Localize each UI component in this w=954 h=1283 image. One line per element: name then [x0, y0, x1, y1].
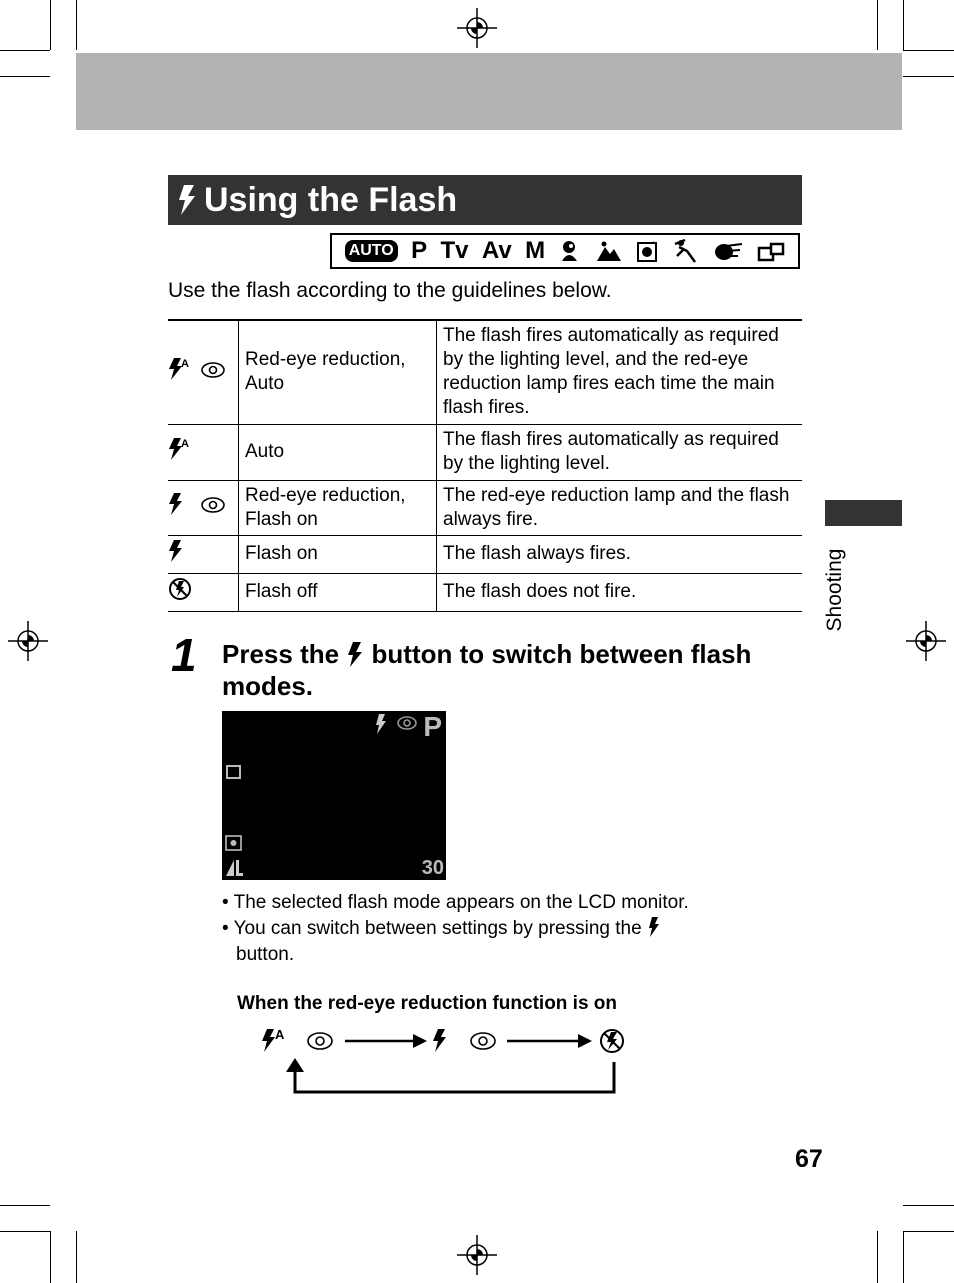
mode-name: Red-eye reduction, Flash on: [239, 480, 437, 535]
mode-name: Flash on: [239, 535, 437, 573]
table-row: [168, 535, 802, 573]
page-title-bar: [168, 175, 802, 225]
red-eye-icon: [396, 715, 418, 731]
flash-icon: [647, 916, 661, 938]
mode-description: The flash fires automatically as required by the lighting level.: [443, 429, 779, 474]
table-row: [168, 424, 802, 480]
mode-name: Auto: [239, 424, 437, 480]
table-row: [168, 480, 802, 535]
list-item: • The selected flash mode appears on the LCD monitor.: [222, 892, 689, 913]
mode-program: P: [411, 237, 428, 264]
flash-off-icon: [601, 1030, 623, 1052]
flash-auto-redeye-icon: [262, 1027, 332, 1052]
portrait-mode-icon: [558, 239, 582, 263]
mode-tv: Tv: [440, 237, 469, 264]
lcd-monitor-image: [222, 711, 446, 880]
svg-text:A: A: [181, 357, 189, 370]
shots-remaining: 30: [421, 857, 444, 879]
mode-description: The flash always fires.: [443, 543, 631, 564]
mode-auto: AUTO: [345, 240, 398, 262]
flash-modes-table: [168, 319, 802, 612]
metering-icon: [225, 835, 243, 851]
mode-name: Red-eye reduction, Auto: [239, 320, 437, 424]
flash-on-icon: [168, 538, 188, 564]
stitch-assist-icon: [757, 240, 785, 262]
header-band: [76, 53, 902, 130]
page-title: Using the Flash: [204, 180, 458, 219]
registration-mark-icon: [8, 621, 48, 661]
svg-text:A: A: [275, 1027, 285, 1042]
slow-shutter-icon: [714, 240, 744, 262]
intro-text: Use the flash according to the guidelines below.: [168, 279, 612, 302]
flash-off-icon: [168, 576, 194, 602]
step-instruction: Press the button to switch between flash modes.: [222, 639, 752, 701]
lcd-mode-indicator: P: [423, 711, 442, 742]
notes-list: [222, 890, 782, 968]
mode-description: The flash fires automatically as required by the lighting level, and the red-eye reduction lamp fires each time the main flash fires.: [443, 325, 779, 419]
registration-mark-icon: [906, 621, 946, 661]
registration-mark-icon: [457, 1235, 497, 1275]
single-shot-icon: [226, 764, 242, 780]
flash-auto-redeye-icon: [168, 356, 228, 382]
registration-mark-icon: [457, 8, 497, 48]
mode-av: Av: [481, 237, 512, 264]
list-item: • You can switch between settings by pressing the button.: [222, 916, 782, 968]
mode-description: The red-eye reduction lamp and the flash always fire.: [443, 484, 790, 530]
night-scene-icon: [635, 239, 659, 263]
mode-description: The flash does not fire.: [443, 581, 637, 602]
flash-mode-cycle-diagram: [255, 1020, 635, 1100]
table-row: [168, 320, 802, 424]
flash-auto-icon: [168, 436, 198, 462]
landscape-mode-icon: [596, 239, 622, 263]
flash-icon: [374, 713, 388, 735]
side-tab-label: Shooting: [823, 548, 846, 632]
resolution-icon: [225, 857, 243, 877]
table-row: [168, 573, 802, 611]
sequence-title: When the red-eye reduction function is on: [237, 993, 618, 1014]
flash-icon: [176, 183, 198, 217]
mode-name: Flash off: [239, 573, 437, 611]
shooting-modes-box: [330, 233, 800, 269]
flash-on-redeye-icon: [433, 1029, 495, 1052]
page-number: 67: [795, 1145, 823, 1173]
side-tab-marker: [825, 500, 902, 526]
fast-shutter-icon: [673, 238, 701, 264]
step-number: 1: [171, 629, 197, 681]
flash-icon: [346, 640, 364, 668]
svg-text:A: A: [181, 437, 189, 450]
mode-manual: M: [525, 237, 546, 264]
flash-on-redeye-icon: [168, 491, 228, 517]
